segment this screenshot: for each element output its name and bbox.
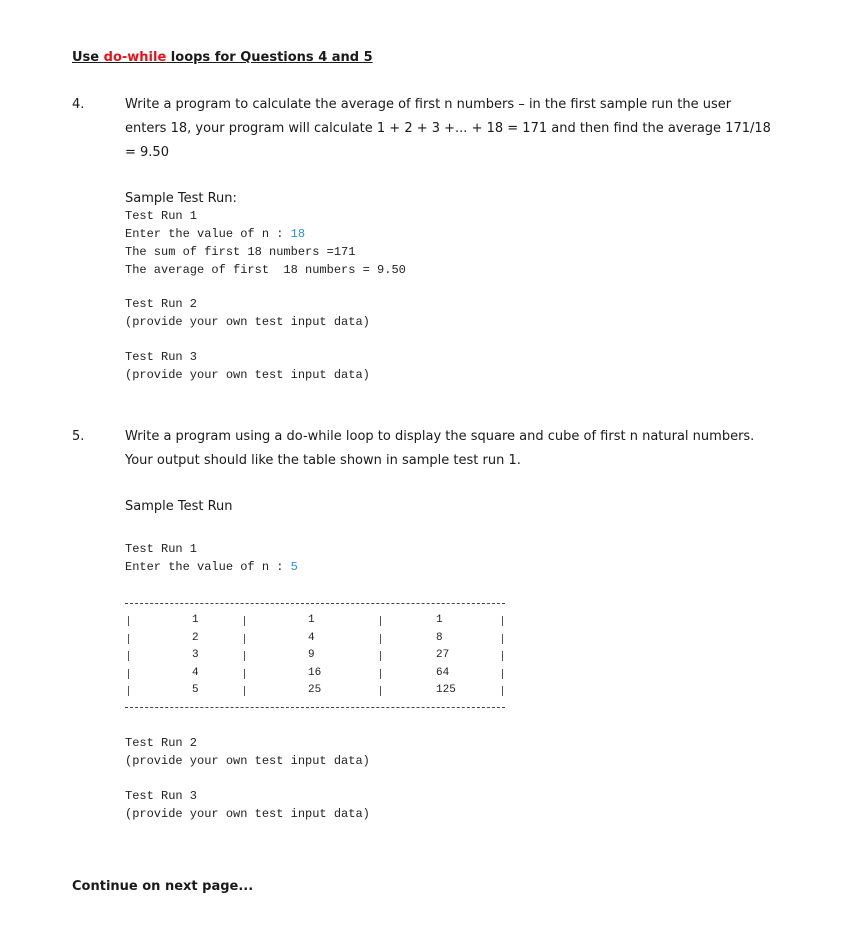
- q4-run2-note: (provide your own test input data): [125, 315, 370, 329]
- table-cell-n: 2: [192, 631, 199, 644]
- q4-run2-label: Test Run 2: [125, 297, 198, 311]
- table-column-separator: [244, 686, 245, 696]
- table-column-separator: [244, 651, 245, 661]
- table-column-separator: [128, 651, 129, 661]
- heading-prefix: Use: [72, 50, 104, 65]
- page-heading: [72, 50, 373, 65]
- table-cell-cube: 64: [436, 666, 450, 679]
- table-cell-square: 4: [308, 631, 315, 644]
- q5-run3-note: (provide your own test input data): [125, 807, 370, 821]
- table-column-separator: [502, 686, 503, 696]
- table-column-separator: [128, 669, 129, 679]
- q4-text-line3: = 9.50: [125, 145, 169, 160]
- q4-run1-input: 18: [290, 227, 306, 241]
- q4-sample-title: Sample Test Run:: [125, 191, 237, 206]
- q5-run1-prompt: Enter the value of n :: [125, 560, 291, 574]
- table-column-separator: [380, 669, 381, 679]
- q4-run1-prompt: Enter the value of n :: [125, 227, 291, 241]
- table-cell-n: 3: [192, 649, 199, 661]
- table-column-separator: [502, 634, 503, 644]
- table-cell-cube: 27: [436, 649, 450, 661]
- table-cell-cube: 1: [436, 614, 443, 626]
- table-column-separator: [380, 686, 381, 696]
- table-cell-square: 1: [308, 614, 315, 626]
- q5-number: 5.: [72, 429, 85, 444]
- q4-run3-note: (provide your own test input data): [125, 368, 370, 382]
- q5-run1-input: 5: [290, 560, 298, 574]
- table-column-separator: [128, 616, 129, 626]
- table-column-separator: [380, 616, 381, 626]
- q4-run1-average: The average of first 18 numbers = 9.50: [125, 263, 406, 277]
- q5-run1-label: Test Run 1: [125, 542, 198, 556]
- table-top-rule: [125, 603, 505, 604]
- q4-text-line2: enters 18, your program will calculate 1 + 2 + 3 +... + 18 = 171 and then find the average 171/18: [125, 121, 771, 136]
- table-column-separator: [244, 616, 245, 626]
- q5-text-line2: Your output should like the table shown in sample test run 1.: [125, 453, 521, 468]
- q4-run3-label: Test Run 3: [125, 350, 198, 364]
- table-cell-cube: 8: [436, 631, 443, 644]
- table-cell-n: 1: [192, 614, 199, 626]
- table-cell-cube: 125: [436, 684, 456, 696]
- table-column-separator: [128, 686, 129, 696]
- table-column-separator: [244, 634, 245, 644]
- q5-sample-title: Sample Test Run: [125, 499, 233, 514]
- q5-run1-prompt-line: [125, 560, 298, 574]
- table-column-separator: [502, 616, 503, 626]
- q5-text-line1: Write a program using a do-while loop to display the square and cube of first n natural numbers.: [125, 429, 755, 444]
- table-column-separator: [244, 669, 245, 679]
- table-column-separator: [128, 634, 129, 644]
- q4-number: 4.: [72, 97, 85, 112]
- table-cell-n: 4: [192, 666, 199, 679]
- q5-run2-note: (provide your own test input data): [125, 754, 370, 768]
- heading-keyword: do-while: [103, 50, 167, 65]
- table-cell-square: 25: [308, 684, 322, 696]
- q4-run1-prompt-line: [125, 227, 305, 241]
- table-column-separator: [380, 634, 381, 644]
- table-bottom-rule: [125, 707, 505, 708]
- table-cell-square: 9: [308, 649, 315, 661]
- table-column-separator: [502, 669, 503, 679]
- table-column-separator: [380, 651, 381, 661]
- q4-run1-sum: The sum of first 18 numbers =171: [125, 245, 356, 259]
- q4-run1-label: Test Run 1: [125, 209, 198, 223]
- heading-suffix: loops for Questions 4 and 5: [166, 50, 373, 65]
- q5-run2-label: Test Run 2: [125, 736, 198, 750]
- q4-text-line1: Write a program to calculate the average of first n numbers – in the first sample run the user: [125, 97, 732, 112]
- table-column-separator: [502, 651, 503, 661]
- table-cell-square: 16: [308, 666, 322, 679]
- continue-note: Continue on next page...: [72, 879, 254, 894]
- q5-run3-label: Test Run 3: [125, 789, 198, 803]
- table-cell-n: 5: [192, 684, 199, 696]
